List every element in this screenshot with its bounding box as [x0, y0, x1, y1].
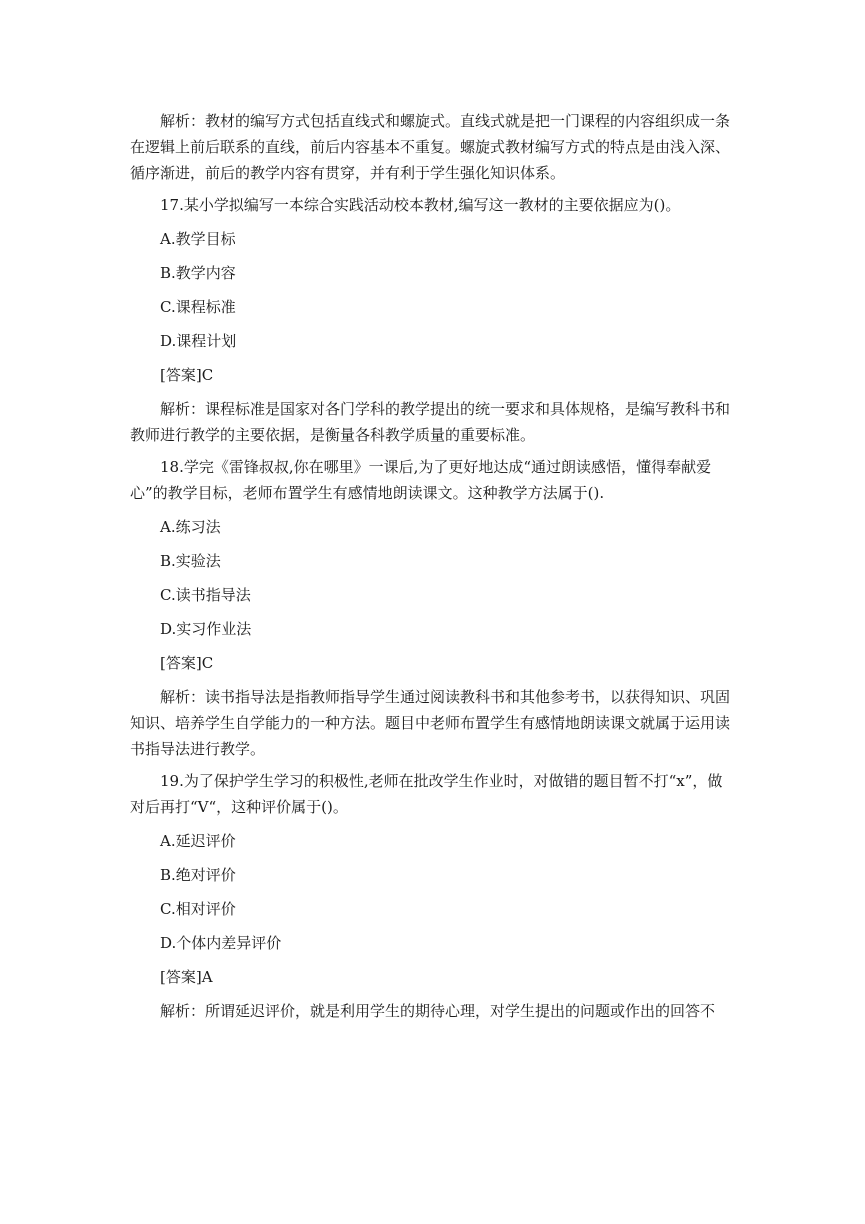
- q18-option-a: A.练习法: [160, 518, 221, 536]
- q18-option-d: D.实习作业法: [160, 620, 252, 638]
- q19-answer: [答案]A: [160, 968, 213, 986]
- question-18: 18.学完《雷锋叔叔,你在哪里》一课后,为了更好地达成“通过朗读感悟，懂得奉献爱心”的教学目标，老师布置学生有感情地朗读课文。这种教学方法属于().: [130, 458, 712, 502]
- q19-option-b: B.绝对评价: [160, 866, 236, 884]
- q19-analysis: 解析：所谓延迟评价，就是利用学生的期待心理，对学生提出的问题或作出的回答不: [160, 1002, 716, 1020]
- q17-option-d: D.课程计划: [160, 332, 237, 350]
- q17-analysis: 解析：课程标准是国家对各门学科的教学提出的统一要求和具体规格，是编写教科书和教师进行教学的主要依据，是衡量各科教学质量的重要标准。: [130, 400, 731, 444]
- q19-option-c: C.相对评价: [160, 900, 236, 918]
- q19-option-a: A.延迟评价: [160, 832, 236, 850]
- q18-option-b: B.实验法: [160, 552, 221, 570]
- q18-analysis: 解析：读书指导法是指教师指导学生通过阅读教科书和其他参考书，以获得知识、巩固知识、培养学生自学能力的一种方法。题目中老师布置学生有感情地朗读课文就属于运用读书指导法进行教学。: [130, 688, 731, 758]
- q18-answer: [答案]C: [160, 654, 214, 672]
- q19-option-d: D.个体内差异评价: [160, 934, 282, 952]
- q18-option-c: C.读书指导法: [160, 586, 251, 604]
- question-17: 17.某小学拟编写一本综合实践活动校本教材,编写这一教材的主要依据应为()。: [160, 196, 681, 214]
- q17-answer: [答案]C: [160, 366, 214, 384]
- q17-option-a: A.教学目标: [160, 230, 236, 248]
- q17-option-c: C.课程标准: [160, 298, 236, 316]
- q17-option-b: B.教学内容: [160, 264, 236, 282]
- question-19: 19.为了保护学生学习的积极性,老师在批改学生作业时，对做错的题目暂不打“x”，做对后再打“V“，这种评价属于()。: [130, 772, 723, 816]
- analysis-paragraph: 解析：教材的编写方式包括直线式和螺旋式。直线式就是把一门课程的内容组织成一条在逻辑上前后联系的直线，前后内容基本不重复。螺旋式教材编写方式的特点是由浅入深、循序渐进，前后的教学内容有贯穿，并有利于学生强化知识体系。: [130, 112, 731, 182]
